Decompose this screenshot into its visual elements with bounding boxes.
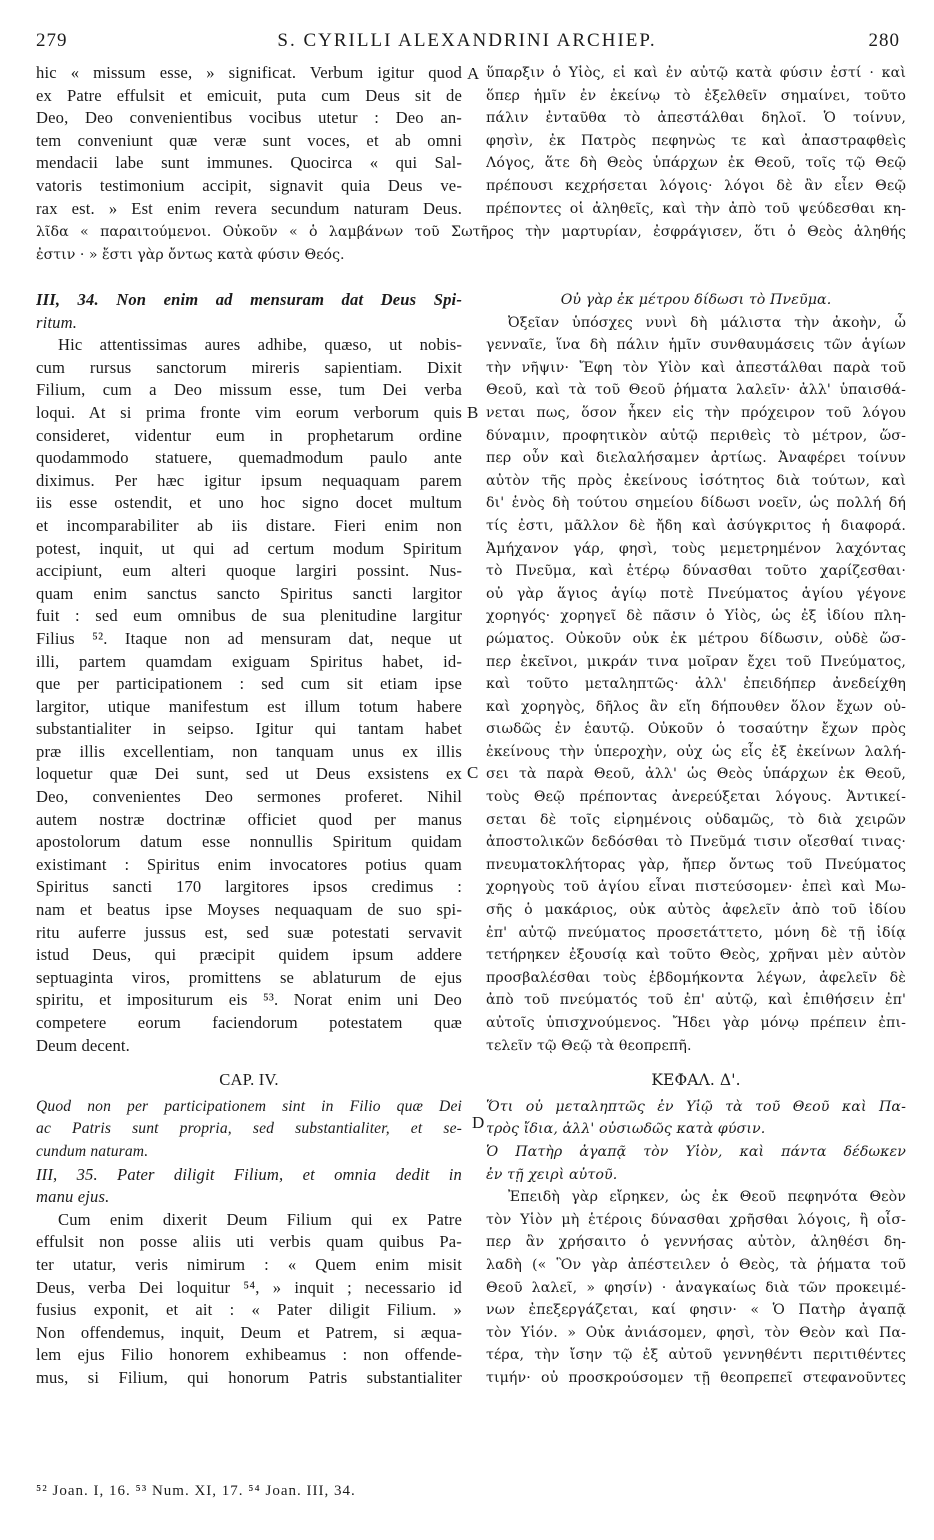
text-line: ρώματος. Οὐκοῦν οὐκ ἐκ μέτρου δίδωσιν, οὐδὲ ὥσ- [486, 630, 906, 647]
text-line: cum rursus sanctorum mireris sapientiam. Dixit [36, 357, 462, 377]
page-header [30, 30, 904, 56]
text-line: ὅπερ ἡμῖν ἐν ἐκείνῳ τὸ ἐξελθεῖν σημαίνει, τοῦτο [486, 87, 906, 104]
greek-body [486, 289, 906, 1390]
text-line: περ ἂν χρήσαιτο ὁ γεννήσας αὐτὸν, ἀληθέσι δη- [486, 1234, 906, 1251]
text-line: τὴν νῆψιν· Ἔφη τὸν Υἱὸν καὶ ἀπεστάλθαι παρὰ τοῦ [486, 359, 906, 376]
text-line: σει τὰ παρὰ Θεοῦ, ἀλλ' ὡς Θεὸς ὑπάρχων ἐκ Θεοῦ, [486, 766, 906, 783]
chapter-heading: ΚΕΦΑΛ. Δ'. [651, 1071, 741, 1090]
text-line: περ οὖν καὶ διελαλήσαμεν ἀρτίως. Ἀναφέρει τοίνυν [486, 450, 906, 467]
text-line: γενναῖε, ἵνα δὴ πάλιν ἡμῖν συνθαυμάσεις τῶν ἁγίων [486, 337, 906, 354]
text-line: σεται δὲ τοῖς εἰρημένοις οὐδαμῶς, τὸ διὰ χειρῶν [486, 811, 906, 828]
text-line: νεται πως, ὅσον ἧκεν εἰς τὴν πρόχειρον τοῦ λόγου [486, 404, 906, 421]
text-line: ἀποστολικῶν δεδόσθαι τὸ Πνεῦμά τισιν οἴεσθαί τινας· [486, 834, 906, 851]
chapter-subtitle: Ὅτι οὐ μεταληπτῶς ἐν Υἱῷ τὰ τοῦ Θεοῦ καὶ Πα- [486, 1098, 906, 1115]
text-line: Ὀξεῖαν ὑπόσχες νυνὶ δὴ μάλιστα τὴν ἀκοὴν, ὦ [508, 314, 906, 331]
text-line: loquetur quæ Dei sunt, sed ut Deus exsistens ex [36, 764, 462, 784]
text-line: lem ejus Filio honorem exhibeamus : non offende- [36, 1345, 462, 1365]
text-line: Θεοῦ λαλεῖ, » φησίν) · ἀναγκαίως διὰ τῶν προκειμέ- [486, 1279, 906, 1296]
text-line: ritu auferre jussus est, sed suæ potestati servavit [36, 922, 462, 942]
text-line: loqui. At si prima fronte vim eorum verborum quis [36, 402, 462, 422]
text-line: ὕπαρξιν ὁ Υἱὸς, εἰ καὶ ἐν αὐτῷ κατὰ φύσιν ἐστί · καὶ [486, 65, 906, 81]
text-line: tem conveniunt quæ veræ sunt voces, et ab omni [36, 130, 462, 150]
text-line: fuit : sed eum omnibus de sua plenitudine largitur [36, 606, 462, 626]
text-line: mus, si Filium, qui honorum Patris substantialiter [36, 1367, 462, 1387]
margin-letter-c: C [467, 763, 479, 782]
chapter-subtitle: τρὸς ἴδια, ἀλλ' οὐσιωδῶς κατὰ φύσιν. [486, 1121, 766, 1138]
text-line: ex Patre effulsit et emicuit, puta cum Deus sit de [36, 85, 462, 105]
text-line: λῖδα « παραιτούμενοι. Οὐκοῦν « ὁ λαμβάνων τοῦ Σωτῆρος τὴν μαρτυρίαν, ἐσφράγισεν, ὅτι ὁ Θεὸς ἀληθής [36, 224, 906, 240]
text-line: Filium, cum a Deo missum esse, tum Dei verba [36, 380, 462, 400]
text-line: χορηγοὺς τοῦ ἁγίου εἶναι πιστεύσομεν· ἐπεὶ καὶ Μω- [486, 879, 906, 896]
page-number-left: 279 [36, 30, 68, 51]
text-line: πρέπουσι κεχρήσεται λόγοις· λόγοι δὲ ἂν εἶεν Θεῷ [486, 177, 906, 194]
text-line: τέρα, τὴν ἴσην τῷ ἐξ αὐτοῦ γεννηθέντι περιτιθέντες [486, 1347, 906, 1364]
text-line: iis esse ostendit, et uno hoc signo docet multum [36, 493, 462, 513]
text-line: τετήρηκεν ἐξουσίᾳ καὶ τοῦτο Θεὸς, χρῆναι μὲν αὐτὸν [486, 947, 906, 964]
text-line: πάλιν ἐνταῦθα τὸ ἀπεστάλθαι δηλοῖ. Ὁ τοίνυν, [486, 110, 906, 127]
text-line: τὸν Υἱὸν μὴ ἑτέροις δύνασθαι χρῆσθαι λόγοις, ἢ οἷσ- [486, 1211, 906, 1228]
text-line: ἀπὸ τοῦ πνεύματός τοῦ ἐπ' αὐτῷ, καὶ ἐπιθήσειν ἐπ' [486, 992, 906, 1009]
text-line: illi, partem quamdam exiguam Spiritus habet, id- [36, 651, 462, 671]
running-title: S. CYRILLI ALEXANDRINI ARCHIEP. [277, 30, 657, 51]
text-line: quam enim sanctus sancto Spiritus sancti largitor [36, 583, 462, 603]
text-line: αὐτοῖς ὑπισχνούμενος. Ἤδει γὰρ μόνῳ πρέπειν ἐπι- [486, 1015, 906, 1031]
text-line: περ ἐκεῖνοι, μικράν τινα μοῖραν ἔχει τοῦ Πνεύματος, [486, 653, 906, 670]
footnotes: ⁵² Joan. I, 16. ⁵³ Num. XI, 17. ⁵⁴ Joan. III, 34. [36, 1483, 356, 1499]
text-line: ter utatur, veris nimirum : « Quem enim misit [36, 1254, 462, 1274]
section-lemma: Ὁ Πατὴρ ἀγαπᾷ τὸν Υἱὸν, καὶ πάντα δέδωκεν [486, 1143, 906, 1160]
text-line: effulsit non posse aliis uti verbis quam quibus Pa- [36, 1232, 462, 1252]
text-line: largitor, utique manifestum est illum totum habere [36, 696, 462, 716]
text-line: Deo, convenientes Deo sermones proferet. Nihil [36, 787, 462, 807]
section-lemma: III, 35. Pater diligit Filium, et omnia dedit in [36, 1164, 462, 1184]
chapter-heading: CAP. IV. [219, 1070, 279, 1090]
text-line: nam et beatus ipse Moyses nequaquam de suo spi- [36, 900, 462, 920]
section-lemma: Οὐ γὰρ ἐκ μέτρου δίδωσι τὸ Πνεῦμα. [560, 292, 832, 308]
text-line: τιμήν· οὐ προσκρούσομεν τῇ θεοπρεπεῖ στεφανοῦντες [486, 1369, 906, 1386]
text-line: consideret, videntur eum in prophetarum ordine [36, 425, 462, 445]
text-line: potest, inquit, ut qui ad certum modum Spiritum [36, 538, 462, 558]
text-line: πρέποντες οἱ ἀληθεῖς, καὶ τὴν ἀπὸ τοῦ ψεύδεσθαι κη- [486, 200, 906, 217]
text-line: νων ἐπεξεργάζεται, καί φησιν· « Ὁ Πατὴρ ἀγαπᾷ [486, 1302, 906, 1319]
text-line: Ἀμήχανον γάρ, φησὶ, τοὺς μεμετρημένον λαχόντας [486, 540, 906, 557]
section-lemma: manu ejus. [36, 1187, 110, 1207]
text-line: Hic attentissimas aures adhibe, quæso, ut nobis- [58, 335, 462, 355]
text-line: Λόγος, ἅτε δὴ Θεὸς ὑπάρχων ἐκ Θεοῦ, τοῖς τῷ Θεῷ [486, 155, 906, 172]
text-line: Deus, verba Dei loquitur ⁵⁴, » inquit ; necessario id [36, 1277, 462, 1297]
greek-top-block [486, 62, 906, 220]
text-line: diximus. Per hæc igitur ipsum nequaquam parem [36, 470, 462, 490]
text-line: πνευματοκλήτορας γὰρ, ἤπερ ὄντως τοῦ Πνεύματος [486, 856, 906, 873]
text-line: et incomparabiliter ab iis distare. Fieri enim non [36, 515, 462, 535]
text-line: Non offendemus, inquit, Deum et Patrem, si æqua- [36, 1322, 462, 1342]
text-line: spiritu, et impositurum eis ⁵³. Norat enim uni Deo [36, 990, 462, 1010]
page-number-right: 280 [868, 30, 900, 51]
text-line: substantialiter in seipso. Igitur qui tantam habet [36, 719, 462, 739]
text-line: Cum enim dixerit Deum Filium qui ex Patre [58, 1209, 462, 1229]
text-line: fusius exponit, et ait : « Pater diligit Filium. » [36, 1300, 462, 1320]
text-line: vatoris testimonium accipit, signavit quia Deus ve- [36, 175, 462, 195]
chapter-subtitle: cundum naturam. [36, 1142, 149, 1160]
text-line: Ἐπειδὴ γὰρ εἴρηκεν, ὡς ἐκ Θεοῦ πεφηνότα Θεὸν [508, 1189, 906, 1206]
section-lemma: III, 34. Non enim ad mensuram dat Deus Spi- [36, 290, 462, 309]
text-line: προσβαλέσθαι τοὺς ἑβδομήκοντα λέγων, ἀφελεῖν δὲ [486, 969, 906, 986]
margin-letter-d: D [472, 1113, 485, 1132]
text-line: Deo, Deo convenientibus vocibus utetur : Deo an- [36, 108, 462, 128]
text-line: τίς ἐστι, μᾶλλον δὲ ἤδη καὶ ἀσύγκριτος ἡ διαφορά. [486, 517, 906, 534]
text-line: δι' ἑνὸς δὴ τούτου σημείου δίδωσι νοεῖν, ὡς πολλή δή [486, 495, 906, 512]
chapter-subtitle: ac Patris sunt propria, sed substantialiter, et se- [36, 1120, 462, 1138]
text-line: σιωδῶς ἐν ἑαυτῷ. Οὐκοῦν ὁ τοσαύτην ἔχων πρὸς [486, 721, 906, 738]
text-line: ἐπ' αὐτῷ πνεύματος προσετάττετο, μόνη δὲ τῇ ἰδίᾳ [486, 924, 906, 941]
text-line: existimant : Spiritus enim invocatores potius quam [36, 854, 462, 874]
text-line: αὐτὸν τῆς πρὸς ἐκείνους ἰσότητος διὰ τούτων, καὶ [486, 472, 906, 489]
text-line: τὸ Πνεῦμα, καὶ ἑτέρῳ δύνασθαι τοῦτο χαρίζεσθαι· [486, 563, 906, 580]
text-line: præ illis excellentiam, non tanquam unus ex illis [36, 741, 462, 761]
text-line: σῆς ὁ μακάριος, οὐκ αὐτὸς ἀφελεῖν ἀπὸ τοῦ ἰδίου [486, 902, 906, 919]
text-line: apostolorum datum esse nonnullis Spiritum quidam [36, 832, 462, 852]
text-line: que per participationem : sed cum sit etiam ipse [36, 674, 462, 694]
greek-spanning-text [36, 221, 906, 266]
text-line: Spiritus sancti 170 largitores ipsos credimus : [36, 877, 462, 897]
text-line: ἐστιν · » ἔστι γὰρ ὄντως κατὰ φύσιν Θεός. [36, 246, 345, 263]
text-line: οὐ γὰρ ἅγιος ἁγίῳ ποτὲ Πνεύματος ἁγίου γέγονε [486, 585, 906, 602]
text-line: φησὶν, ἐκ Πατρὸς πεφηνὼς τε καὶ ἀπαστραφθεὶς [486, 132, 906, 149]
text-line: τὸν Υἱόν. » Οὐκ ἀνιάσομεν, φησὶ, τὸν Θεὸν καὶ Πα- [486, 1324, 906, 1341]
text-line: septuaginta viros, promittens se ablaturum de ejus [36, 967, 462, 987]
text-line: autem nostræ doctrinæ officiet quod per manus [36, 809, 462, 829]
text-line: rax est. » Est enim revera secundum naturam Deus. [36, 198, 462, 218]
text-line: quodammodo statuere, quemadmodum paulo ante [36, 448, 462, 468]
text-line: καὶ τοῦτο μεταληπτῶς· ἀλλ' ἐπειδήπερ ἀνεδείχθη [486, 676, 906, 693]
section-lemma: ἐν τῇ χειρὶ αὐτοῦ. [486, 1166, 618, 1183]
text-line: τελεῖν τῷ Θεῷ τὰ θεοπρεπῆ. [486, 1037, 692, 1054]
margin-letter-b: B [467, 403, 479, 422]
latin-top-block [36, 62, 462, 220]
text-line: mendacii labe sunt immunes. Quocirca « qui Sal- [36, 153, 462, 173]
text-line: Filius ⁵². Itaque non ad mensuram dat, neque ut [36, 628, 462, 648]
text-line: δύναμιν, προφητικὸν αὐτῷ περιθεὶς τὸ μέτρον, ὥσ- [486, 427, 906, 444]
text-line: τοὺς Θεῷ πρέποντας ἀνερεύξεται λόγους. Ἀντικεί- [486, 789, 906, 806]
section-lemma: ritum. [36, 312, 78, 332]
text-line: λαδὴ (« Ὃν γὰρ ἀπέστειλεν ὁ Θεὸς, τὰ ῥήματα τοῦ [486, 1256, 906, 1273]
text-line: ἐκείνους τὴν ὑπεροχὴν, οὐχ ὡς εἷς ἐξ ἐκείνων λαλή- [486, 743, 906, 760]
text-line: istud Deus, qui præcipit quidem ipsum addere [36, 945, 462, 965]
text-line: accipiunt, eum alteri quoque largiri possint. Nus- [36, 561, 462, 581]
text-line: hic « missum esse, » significat. Verbum igitur quod [36, 63, 462, 82]
text-line: Θεοῦ, καὶ τὰ τοῦ Θεοῦ ῥήματα λαλεῖν· ἀλλ' ὑπαισθά- [486, 382, 906, 399]
text-line: καὶ χορηγὸς, δῆλος ἂν εἴη δήπουθεν ὅλον ἔχων οὐ- [486, 698, 906, 715]
text-line: competere eorum faciendorum potestatem quæ [36, 1013, 462, 1032]
margin-letter-a: A [467, 64, 480, 83]
text-line: χορηγός· χορηγεῖ δὲ πᾶσιν ὁ Υἱὸς, ὡς ἐξ ἰδίου πλη- [486, 608, 906, 625]
text-line: Deum decent. [36, 1035, 130, 1055]
latin-body [36, 289, 462, 1390]
chapter-subtitle: Quod non per participationem sint in Filio quæ Dei [36, 1097, 462, 1115]
